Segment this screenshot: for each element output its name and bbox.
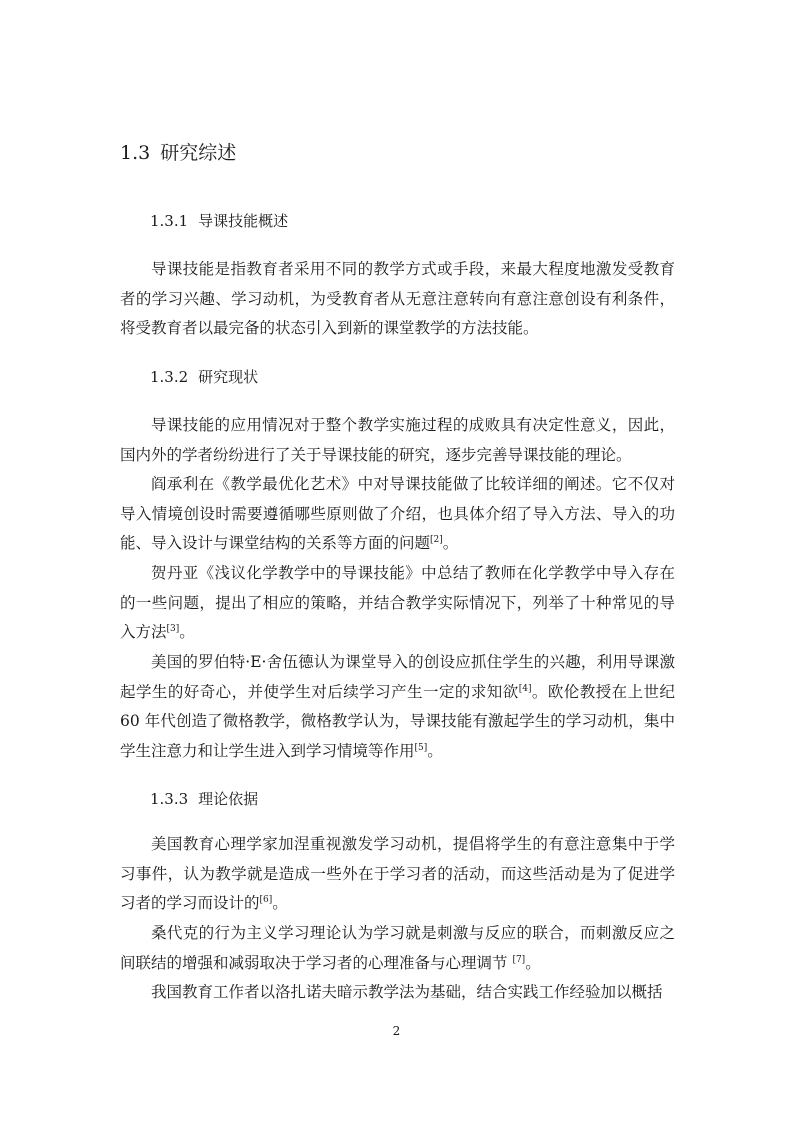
paragraph-text: 我国教育工作者以洛扎诺夫暗示教学法为基础，结合实践工作经验加以概括 [151,983,663,1001]
paragraph-tail: 。 [272,894,288,912]
citation-ref: [6] [259,894,273,905]
paragraph-tail: 。 [442,534,459,552]
citation-ref: [4] [518,683,532,694]
paragraph-tail: 。 [525,953,541,972]
subsection-number: 1.3.1 [150,212,189,230]
paragraph [120,648,675,766]
paragraph [120,559,675,648]
subsection-number: 1.3.2 [150,368,189,386]
section-heading [120,140,236,166]
paragraph [120,830,675,919]
paragraph-text: 桑代克的行为主义学习理论认为学习就是刺激与反应的联合，而刺激反应之间联结的增强和减弱取决于学习者的心理准备与心理调节 [120,924,675,972]
subsection-number: 1.3.3 [150,790,189,808]
section-title: 研究综述 [160,142,237,164]
paragraph-text: 贺丹亚《浅议化学教学中的导课技能》中总结了教师在化学教学中导入存在的一些问题，提出了相应的策略，并结合教学实际情况下，列举了十种常见的导入方法 [120,564,675,641]
paragraph-text: 导课技能的应用情况对于整个教学实施过程的成败具有决定性意义，因此，国内外的学者纷纷进行了关于导课技能的研究，逐步完善导课技能的理论。 [120,416,675,464]
paragraph-text: 导课技能是指教育者采用不同的教学方式或手段，来最大程度地激发受教育者的学习兴趣、学习动机，为受教育者从无意注意转向有意注意创设有利条件，将受教育者以最完备的状态引入到新的课堂教学的方法技能。 [120,260,675,337]
paragraph [120,411,675,470]
paragraph-text: 美国的罗伯特·E·舍伍德认为课堂导入的创设应抓住学生的兴趣，利用导课激起学生的好奇心，并使学生对后续学习产生一定的求知欲 [120,653,675,701]
subsection-title: 理论依据 [198,790,259,808]
paragraph [120,255,675,344]
paragraph-text: 美国教育心理学家加涅重视激发学习动机，提倡将学生的有意注意集中于学习事件，认为教学就是造成一些外在于学习者的活动，而这些活动是为了促进学习者的学习而设计的 [120,835,675,912]
citation-ref: [5] [414,742,428,753]
section-number: 1.3 [120,142,151,164]
paragraph [120,470,675,559]
page-number: 2 [392,1024,401,1038]
subsection-heading-1-3-1 [150,210,288,232]
subsection-title: 研究现状 [198,368,259,386]
citation-ref: [7] [512,954,526,965]
paragraph-tail: 。 [427,741,443,760]
paragraph-tail: 。 [179,623,195,641]
paragraph [120,919,675,978]
subsection-title: 导课技能概述 [198,212,289,230]
citation-ref: [2] [430,534,443,545]
subsection-heading-1-3-2 [150,366,258,388]
subsection-heading-1-3-3 [150,788,258,810]
citation-ref: [3] [166,623,180,634]
paragraph-tail: 。欧伦教授在上世纪 60 年代创造了微格教学，微格教学认为，导课技能有激起学生的学习动机，集中学生注意力和让学生进入到学习情境等作用 [120,682,675,760]
paragraph [120,978,675,1008]
paragraph-text: 阎承利在《教学最优化艺术》中对导课技能做了比较详细的阐述。它不仅对导入情境创设时需要遵循哪些原则做了介绍，也具体介绍了导入方法、导入的功能、导入设计与课堂结构的关系等方面的问题 [120,475,675,552]
